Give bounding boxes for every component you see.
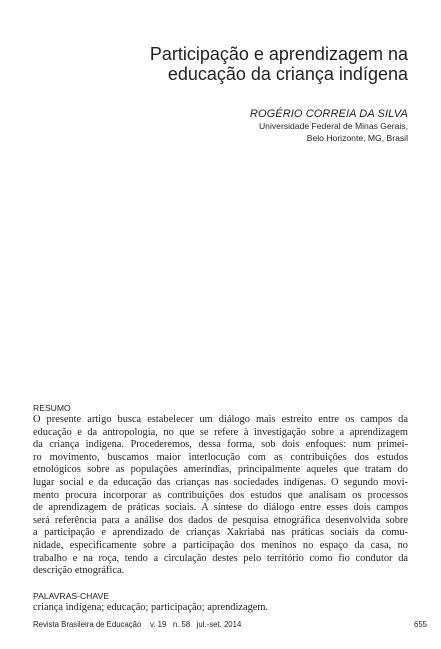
abstract-heading: RESUMO (33, 403, 71, 413)
abstract-line: nidade, especificamente sobre a participação dos meninos no espaço da casa, no (33, 539, 408, 551)
keywords-heading: PALAVRAS-CHAVE (33, 591, 109, 601)
affiliation-line: Belo Horizonte, MG, Brasil (306, 132, 408, 143)
abstract-body (33, 414, 408, 578)
abstract-line: O presente artigo busca estabelecer um diálogo mais estreito entre os campos da (33, 414, 408, 425)
page-number: 655 (413, 620, 427, 629)
abstract-line: trabalho e na roça, tendo a circulação destes pelo território como fio condutor da (33, 552, 408, 564)
abstract-line: etnológicos sobre as populações ameríndias, principalmente aqueles que tratam do (33, 464, 408, 476)
article-title-line: educação da criança indígena (167, 64, 408, 84)
affiliation-line: Universidade Federal de Minas Gerais, (258, 121, 408, 131)
abstract-line: será referência para a análise dos dados de pesquisa etnográfica desenvolvida sobre (33, 514, 408, 526)
author-name: ROGÉRIO CORREIA DA SILVA (249, 108, 408, 120)
journal-citation: Revista Brasileira de Educação v. 19 n. 58 jul.-set. 2014 (33, 620, 242, 629)
abstract-line: educação e da antropologia, no que se refere à investigação sobre a aprendizagem (33, 426, 408, 438)
abstract-line: a participação e aprendizado de crianças Xakriabá nas práticas sociais da comu- (33, 527, 408, 539)
abstract-line: ro movimento, buscamos maior interlocução com as contribuições dos estudos (33, 451, 408, 463)
abstract-line: mento procura incorporar as contribuições dos estudos que analisam os processos (33, 489, 408, 501)
author-block (108, 107, 408, 144)
article-title (78, 44, 408, 84)
keywords-text: criança indígena; educação; participação; aprendizagem. (33, 602, 269, 613)
abstract-line: lugar social e da educação das crianças nas sociedades indígenas. O segundo movi- (33, 476, 408, 488)
abstract-line: de aprendizagem de práticas sociais. A síntese do diálogo entre esses dois campos (33, 502, 408, 514)
author-affiliation (108, 121, 408, 144)
abstract-line: descrição etnográfica. (33, 565, 125, 577)
article-title-line: Participação e aprendizagem na (149, 44, 408, 64)
abstract-line: da criança indígena. Procederemos, dessa forma, sob dois enfoques: num primei- (33, 439, 408, 451)
